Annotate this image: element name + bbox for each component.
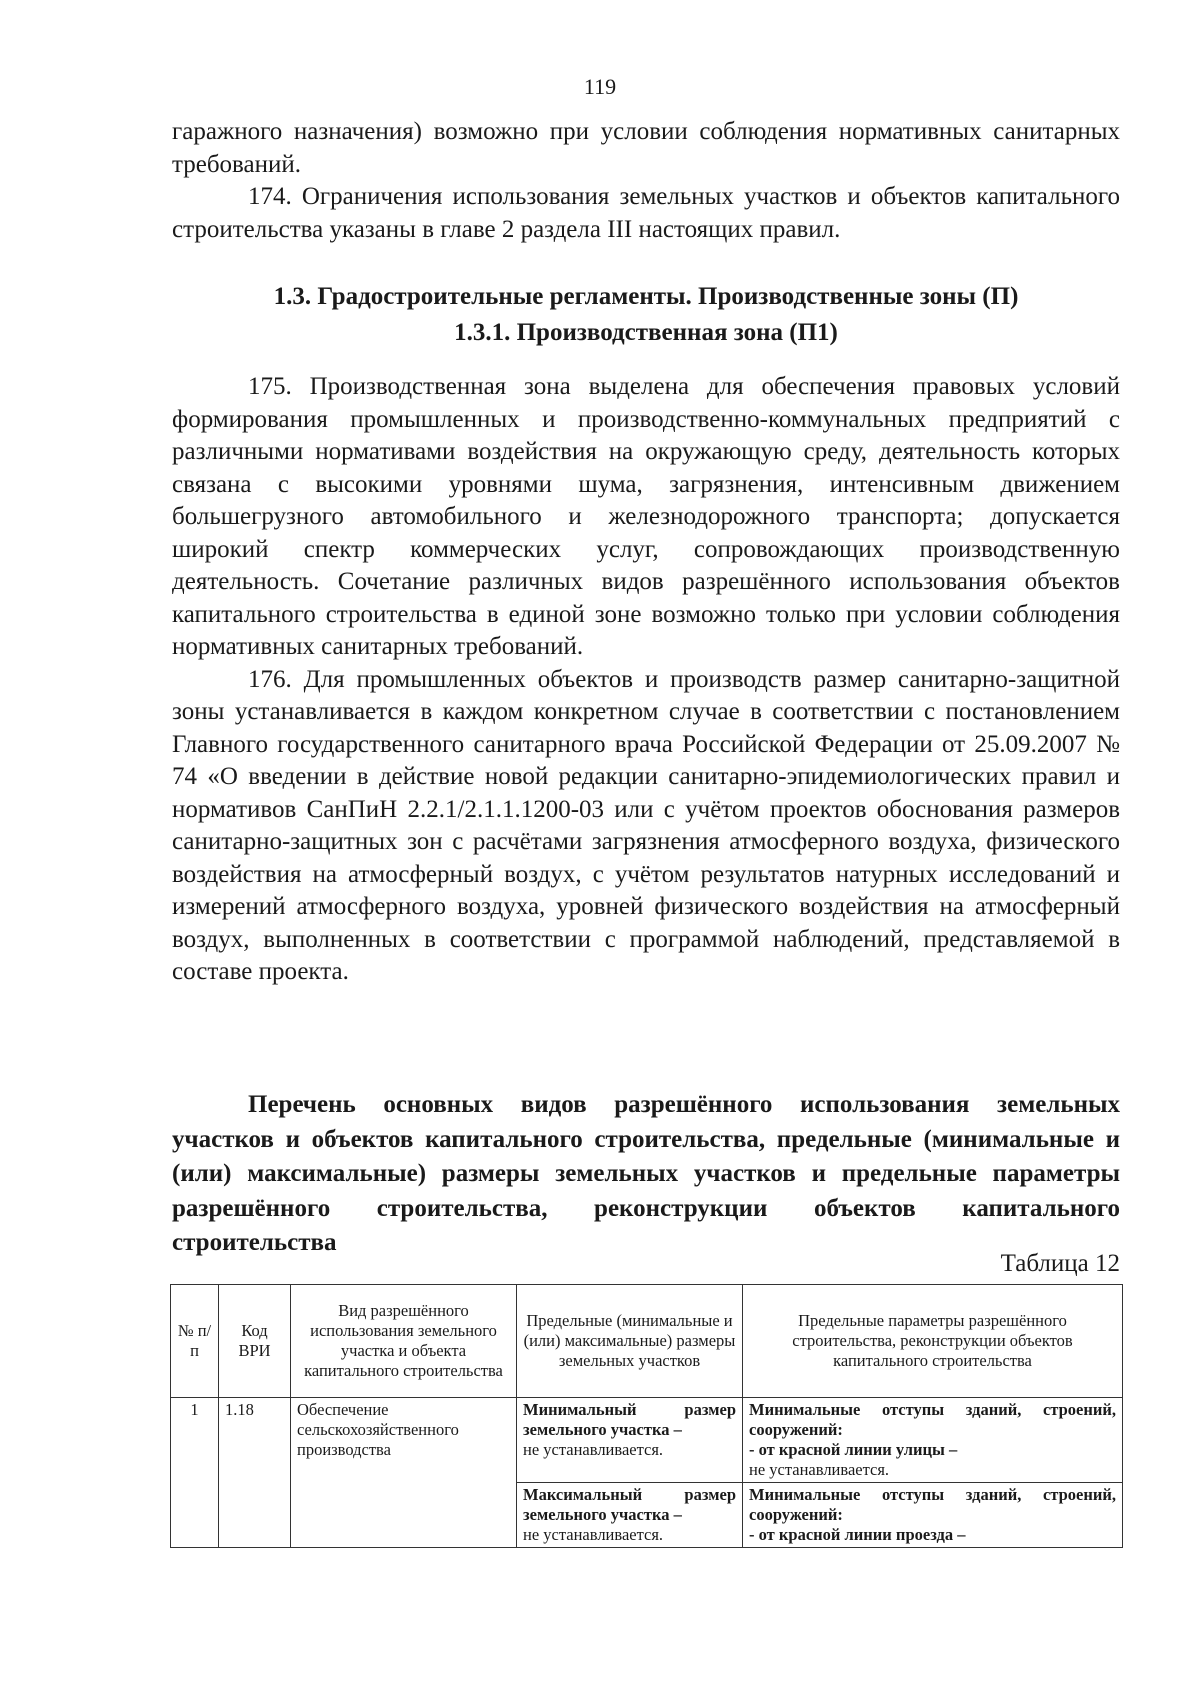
param-1-label: Минимальные отступы зданий, строений, сооружений: [749, 1400, 1116, 1439]
table-caption: Таблица 12 [1000, 1250, 1120, 1277]
page-number: 119 [583, 74, 617, 99]
table-row [171, 1398, 1123, 1483]
header-params: Предельные параметры разрешённого строительства, реконструкции объектов капитального строительства [743, 1285, 1123, 1398]
cell-max-size [517, 1483, 743, 1548]
cell-num: 1 [171, 1398, 219, 1548]
header-sizes: Предельные (минимальные и (или) максимальные) размеры земельных участков [517, 1285, 743, 1398]
param-2-item: - от красной линии проезда – [749, 1525, 966, 1544]
max-size-value: не устанавливается. [523, 1525, 664, 1544]
min-size-value: не устанавливается. [523, 1440, 664, 1459]
header-code: Код ВРИ [219, 1285, 291, 1398]
table-header-row [171, 1285, 1123, 1398]
cell-min-size [517, 1398, 743, 1483]
cell-code: 1.18 [219, 1398, 291, 1548]
cell-param-1 [743, 1398, 1123, 1483]
paragraph-174: 174. Ограничения использования земельных участков и объектов капитального строительства указаны в главе 2 раздела III настоящих правил. [172, 183, 1120, 243]
section-heading: 1.3. Градостроительные регламенты. Производственные зоны (П) [273, 283, 1019, 310]
paragraph-175: 175. Производственная зона выделена для обеспечения правовых условий формирования промышленных и производственно-коммунальных предприятий с различными нормативами воздействия на окружающую среду, деятельность которых связана с высокими уровнями шума, загрязнения, интенсивным движением большегрузного автомобильного и железнодорожного транспорта; допускается широкий спектр коммерческих услуг, сопровождающих производственную деятельность. Сочетание различных видов разрешённого использования объектов капитального строительства в единой зоне возможно только при условии соблюдения нормативных санитарных требований. [172, 373, 1120, 660]
param-1-value: не устанавливается. [749, 1460, 890, 1479]
header-num: № п/п [171, 1285, 219, 1398]
cell-param-2 [743, 1483, 1123, 1548]
header-kind: Вид разрешённого использования земельного участка и объекта капитального строительства [291, 1285, 517, 1398]
paragraph-continuation: гаражного назначения) возможно при условии соблюдения нормативных санитарных требований. [172, 118, 1120, 178]
section-headings [172, 279, 1120, 351]
param-2-label: Минимальные отступы зданий, строений, сооружений: [749, 1485, 1116, 1524]
text-block-body [172, 371, 1120, 989]
list-title: Перечень основных видов разрешённого использования земельных участков и объектов капитального строительства, предельные (минимальные и (или) максимальные) размеры земельных участков и предельные параметры разрешённого строительства, реконструкции объектов капитального строительства [172, 1091, 1120, 1256]
text-block-intro [172, 116, 1120, 246]
param-1-item: - от красной линии улицы – [749, 1440, 958, 1459]
cell-kind: Обеспечение сельскохозяйственного производства [291, 1398, 517, 1548]
subsection-heading: 1.3.1. Производственная зона (П1) [454, 319, 838, 346]
regulations-table [170, 1284, 1123, 1548]
paragraph-176: 176. Для промышленных объектов и производств размер санитарно-защитной зоны устанавливается в каждом конкретном случае в соответствии с постановлением Главного государственного санитарного врача Российской Федерации от 25.09.2007 № 74 «О введении в действие новой редакции санитарно-эпидемиологических правил и нормативов СанПиН 2.2.1/2.1.1.1200-03 или с учётом проектов обоснования размеров санитарно-защитных зон с расчётами загрязнения атмосферного воздуха, физического воздействия на атмосферный воздух, с учётом результатов натурных исследований и измерений атмосферного воздуха, уровней физического воздействия на атмосферный воздух, выполненных в соответствии с программой наблюдений, представляемой в составе проекта. [172, 665, 1120, 985]
min-size-label: Минимальный размер земельного участка – [523, 1400, 736, 1439]
max-size-label: Максимальный размер земельного участка – [523, 1485, 736, 1524]
